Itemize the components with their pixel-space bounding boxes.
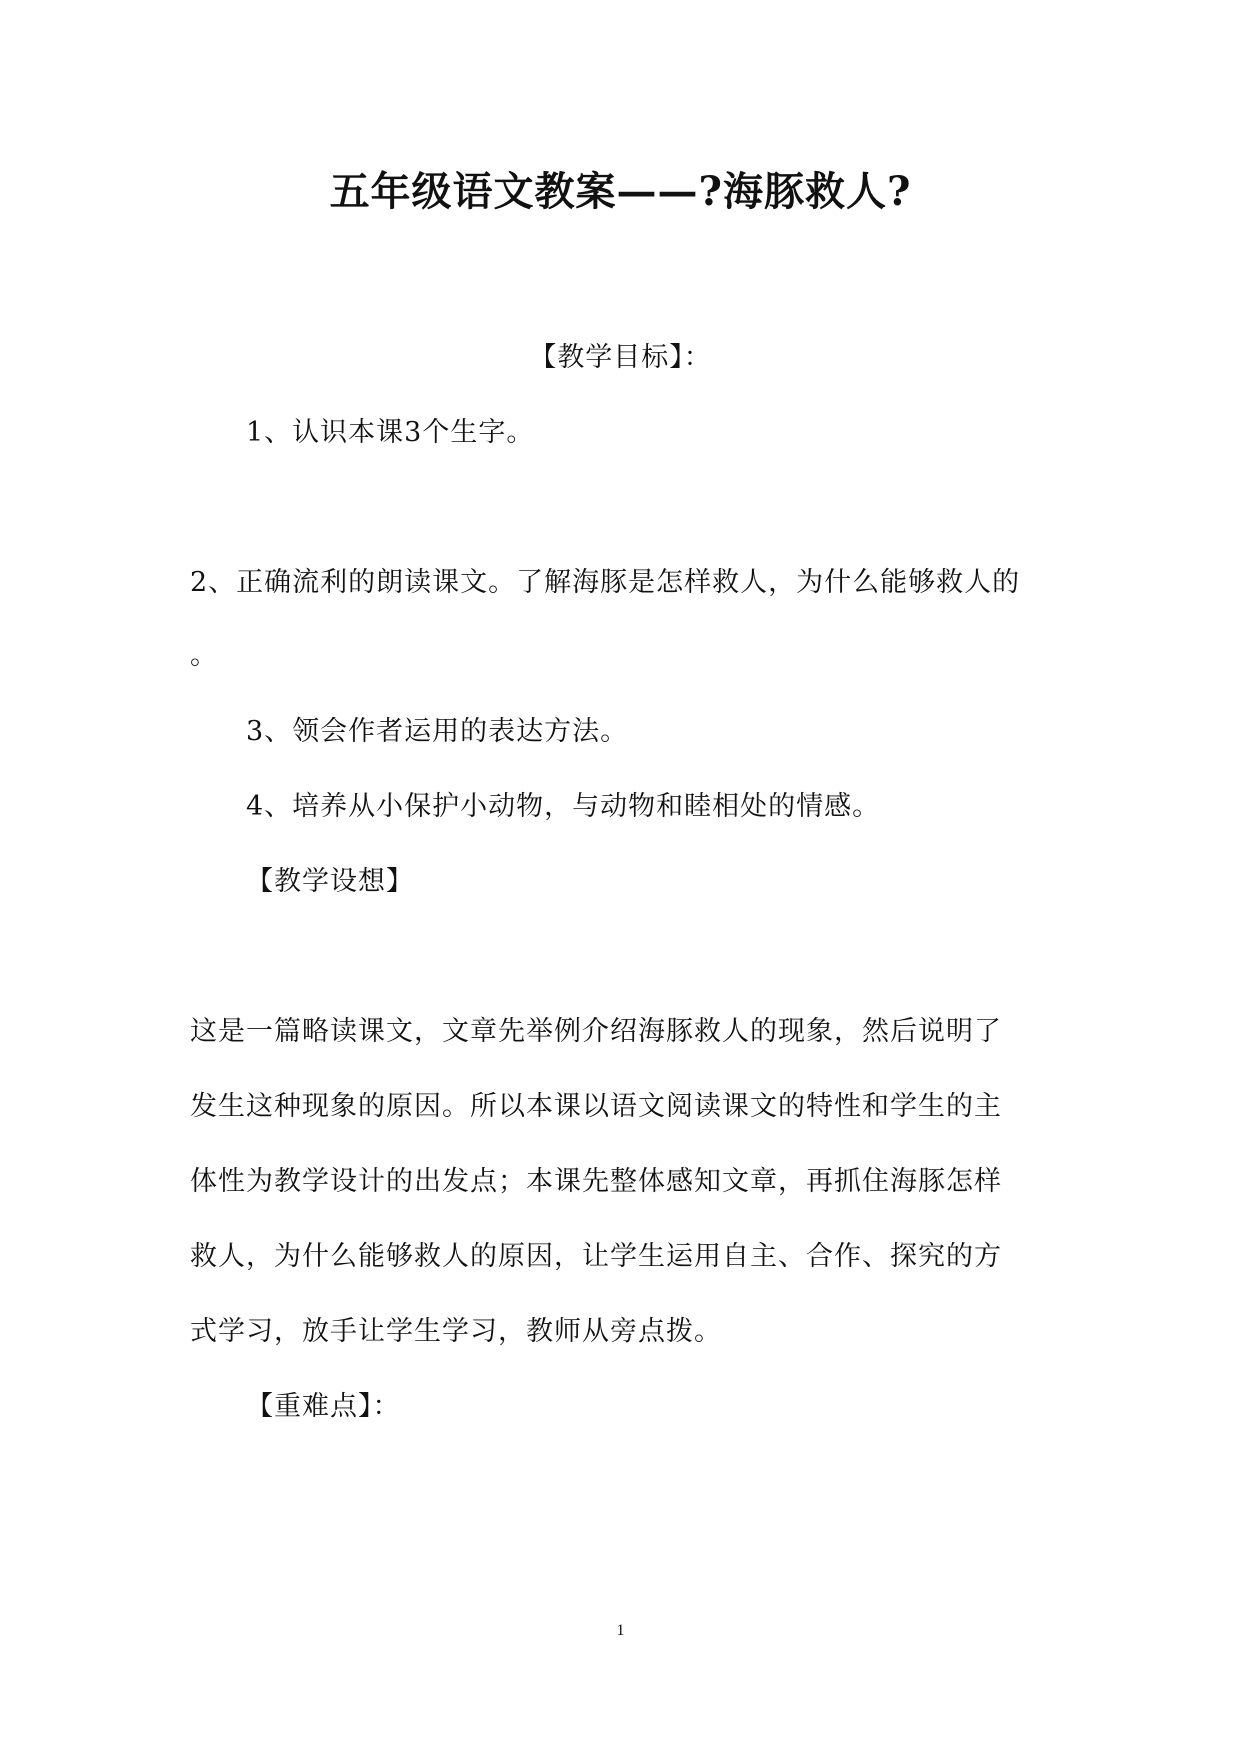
- page-number: 1: [616, 1622, 625, 1639]
- objective-item-continuation: 。: [190, 640, 218, 671]
- objective-item: 3、领会作者运用的表达方法。: [246, 716, 629, 747]
- objective-item: 2、正确流利的朗读课文。了解海豚是怎样救人，为什么能够救人的: [190, 567, 1021, 598]
- design-heading: 【教学设想】: [246, 866, 414, 897]
- design-paragraph-line: 式学习，放手让学生学习，教师从旁点拨。: [190, 1316, 722, 1347]
- design-paragraph-line: 体性为教学设计的出发点；本课先整体感知文章，再抓住海豚怎样: [190, 1166, 1002, 1197]
- key-points-heading: 【重难点】：: [246, 1391, 401, 1422]
- design-paragraph-line: 救人，为什么能够救人的原因，让学生运用自主、合作、探究的方: [190, 1241, 1002, 1272]
- objective-item: 1、认识本课3个生字。: [246, 417, 535, 448]
- document-title: 五年级语文教案——?海豚救人?: [329, 168, 912, 215]
- objective-item: 4、培养从小保护小动物，与动物和睦相处的情感。: [246, 791, 881, 822]
- objectives-heading: 【教学目标】：: [529, 342, 712, 373]
- design-paragraph-line: 这是一篇略读课文，文章先举例介绍海豚救人的现象，然后说明了: [190, 1016, 1002, 1047]
- design-paragraph-line: 发生这种现象的原因。所以本课以语文阅读课文的特性和学生的主: [190, 1091, 1002, 1122]
